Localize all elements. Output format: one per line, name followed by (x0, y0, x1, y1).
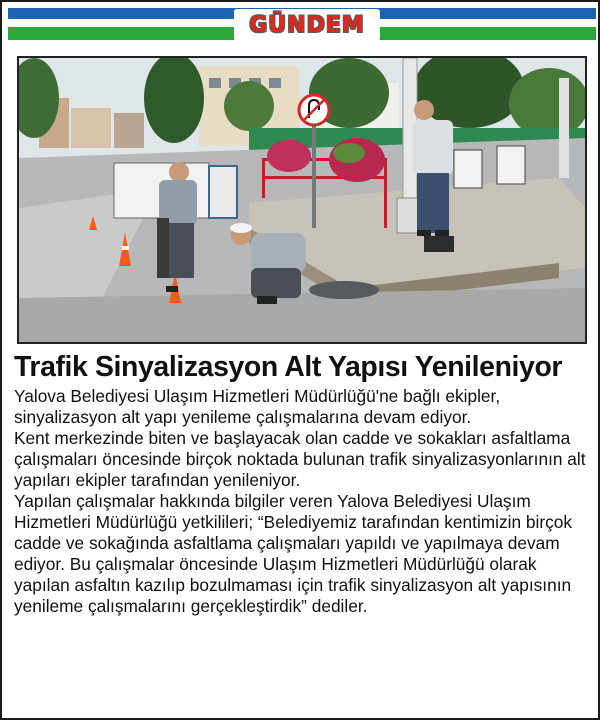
section-header (8, 6, 596, 44)
article-paragraph: Yapılan çalışmalar hakkında bilgiler veren Yalova Belediyesi Ulaşım Hizmetleri Müdürlüğü yetkilileri; “Belediyemiz tarafından kentimizin birçok cadde ve sokağında asfaltlama çalışmaları yapıldı ve yapılmaya devam ediyor. Bu çalışmalar öncesinde Ulaşım Hizmetleri Müdürlüğü olarak yapılan asfaltın kazılıp bozulmaması için trafik sinyalizasyon alt yapısının yenileme çalışmalarını gerçekleştirdik” dediler. (14, 491, 573, 616)
article-headline: Trafik Sinyalizasyon Alt Yapısı Yenileniyor (14, 351, 563, 383)
street-scene-illustration (19, 58, 585, 342)
section-label: GÜNDEM (234, 9, 380, 41)
article-paragraph: Kent merkezinde biten ve başlayacak olan cadde ve sokakları asfaltlama çalışmaları öncesinde birçok noktada bulunan trafik sinyalizasyonlarının alt yapıları ekipler tarafından yenileniyor. (14, 428, 586, 490)
article-photo (17, 56, 587, 344)
article-paragraph: Yalova Belediyesi Ulaşım Hizmetleri Müdürlüğü'ne bağlı ekipler, sinyalizasyon alt yapı yenileme çalışmalarına devam ediyor. (14, 386, 501, 427)
article-body (14, 386, 592, 617)
